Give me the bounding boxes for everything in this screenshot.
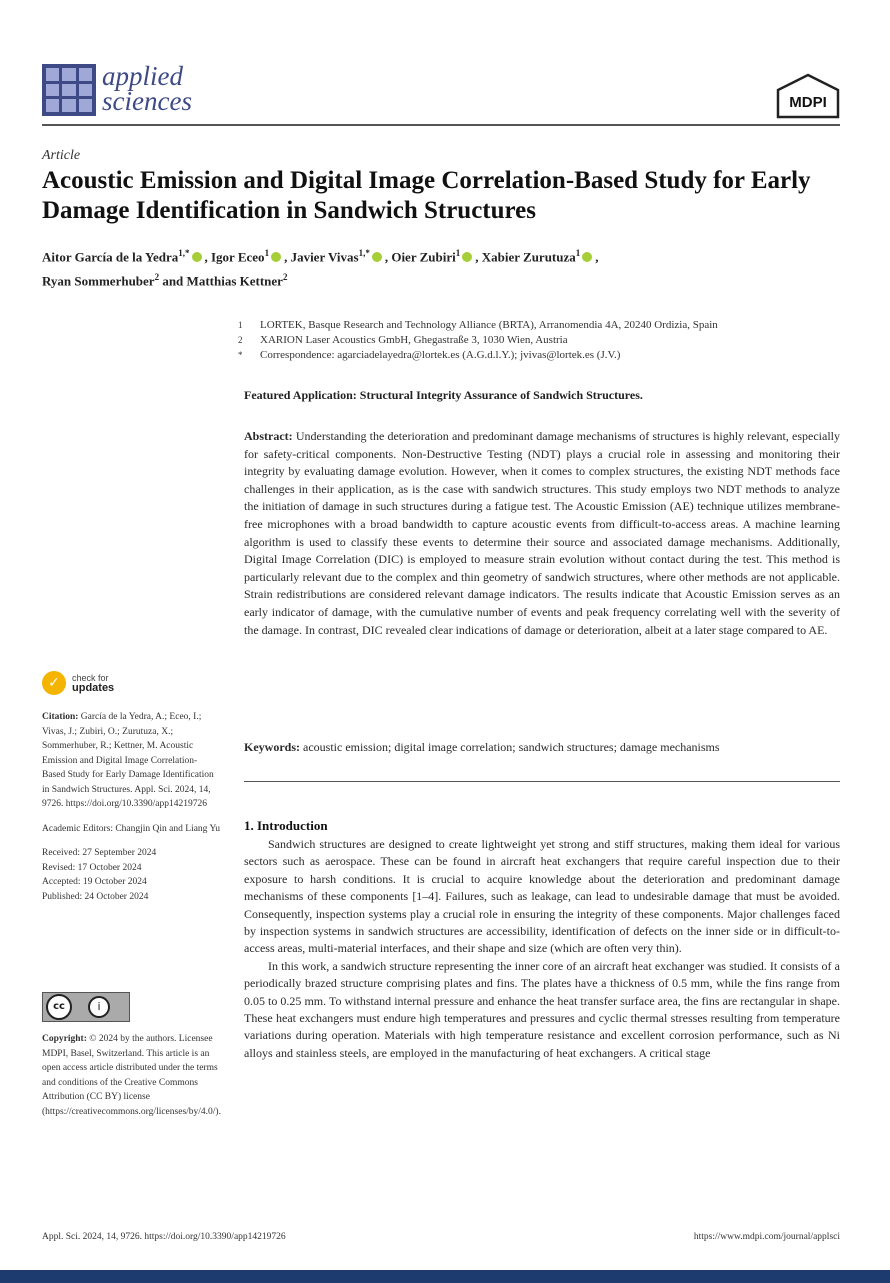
copyright-label: Copyright: <box>42 1034 87 1044</box>
date-published: Published: 24 October 2024 <box>42 891 149 902</box>
author-affiliation-marker: 1 <box>575 248 581 258</box>
introduction-body <box>244 836 840 1062</box>
article-title: Acoustic Emission and Digital Image Correlation-Based Study for Early Damage Identification in Sandwich Structures <box>42 167 811 224</box>
check-updates-line1: check for <box>72 673 109 683</box>
publisher-name: MDPI <box>789 94 827 111</box>
header-divider <box>42 124 840 126</box>
orcid-icon[interactable] <box>582 252 592 262</box>
author[interactable]: Oier Zubiri <box>391 249 456 265</box>
affiliation-text: XARION Laser Acoustics GmbH, Ghegastraße 3, 1030 Wien, Austria <box>260 334 568 346</box>
citation-text: García de la Yedra, A.; Eceo, I.; Vivas, J.; Zubiri, O.; Zurutuza, X.; Sommerhuber, R.; Kettner, M. Acoustic Emission and Digital Image Correlation-Based Study for Early Damage Identification in Sandwich Structures. Appl. Sci. 2024, 14, 9726. https://doi.org/10.3390/app14219726 <box>42 712 214 809</box>
journal-name <box>102 61 192 116</box>
author[interactable]: Aitor García de la Yedra <box>42 249 179 265</box>
journal-name-line1: applied <box>102 61 183 91</box>
author-affiliation-marker: 1,* <box>358 248 370 258</box>
affiliations <box>238 318 838 363</box>
date-accepted: Accepted: 19 October 2024 <box>42 877 147 887</box>
affiliation-text: Correspondence: agarciadelayedra@lortek.es (A.G.d.l.Y.); jvivas@lortek.es (J.V.) <box>260 349 621 361</box>
footer-bar <box>0 1270 890 1283</box>
author-affiliation-marker: 1 <box>264 248 270 258</box>
author-list: Aitor García de la Yedra$^{1,*}$ , Igor Eceo$^1$ , Javier Vivas$^{1,*}$ , Oier Zubiri$^1$ , Xabier Zurutuza$^1$ , Ryan Sommerhuber$^2$ and Matthias Kettner$^2$ <box>42 248 599 289</box>
abstract-label: Abstract: <box>244 429 293 443</box>
keywords-label: Keywords: <box>244 740 300 754</box>
abstract <box>244 428 840 639</box>
affiliation-number: 1 <box>238 320 243 330</box>
date-received: Received: 27 September 2024 <box>42 848 157 858</box>
section-heading: 1. Introduction <box>244 818 328 833</box>
orcid-icon[interactable] <box>462 252 472 262</box>
affiliation-item <box>238 333 838 348</box>
journal-name-line2: sciences <box>102 86 192 116</box>
author-affiliation-marker: 2 <box>154 272 160 283</box>
featured-application: Featured Application: Structural Integrity Assurance of Sandwich Structures. <box>244 388 643 402</box>
keywords-text: acoustic emission; digital image correlation; sandwich structures; damage mechanisms <box>303 740 720 754</box>
author-affiliation-marker: 1 <box>455 248 461 258</box>
abstract-text: Understanding the deterioration and predominant damage mechanisms of structures is highly relevant, especially for safety-critical components. Non-Destructive Testing (NDT) plays a crucial role in assessing and monitoring their integrity by evaluating damage evolution. However, when it comes to complex structures, the existing NDT methods face challenges in their application, as is the case with sandwich structures. This study employs two NDT methods to analyze the initiation of damage in such structures during a fatigue test. The Acoustic Emission (AE) technique utilizes membrane-free microphones with a broad bandwidth to capture acoustic events from difficult-to-access areas. A machine learning algorithm is used to classify these events to determine their source and associated damage mechanisms. Additionally, Digital Image Correlation (DIC) is employed to measure strain evolution without contact during the test. This method is particularly relevant due to the complex and thin geometry of sandwich structures, where other methods are not applicable. Strain redistributions are considered relevant damage indicators. The results indicate that Acoustic Emission serves as an early indicator of damage, with the cumulative number of events and peak frequency correlating well with the severity of the damage. In contrast, DIC revealed clear indications of damage or deterioration, albeit at a later stage compared to AE. <box>244 429 841 637</box>
author[interactable]: Javier Vivas <box>290 249 359 265</box>
paragraph: Sandwich structures are designed to create lightweight yet strong and stiff structures, making them ideal for various sectors such as aerospace. These can be found in aircraft heat exchangers that require careful inspection due to their exposure to harsh conditions. It is crucial to acquire knowledge about the deterioration and predominant damage mechanisms of these components [1–4]. Failures, such as leakage, can lead to undesirable damage that must be avoided. Consequently, inspection systems play a crucial role in ensuring the integrity of these components. Major challenges faced by inspection systems in sandwich structures are accessibility, identification of defects on the inner side or in difficult-to-access areas, multi-material interfaces, and their shape and size (which are often very thin). <box>244 837 840 956</box>
orcid-icon[interactable] <box>271 252 281 262</box>
cc-by-license-badge[interactable] <box>42 992 130 1022</box>
author[interactable]: Xabier Zurutuza <box>481 249 576 265</box>
citation <box>42 710 220 812</box>
check-updates-line2: updates <box>72 682 115 694</box>
affiliation-number: 2 <box>238 335 243 345</box>
orcid-icon[interactable] <box>372 252 382 262</box>
attribution-icon: i <box>88 996 110 1018</box>
creative-commons-icon: cc <box>46 994 72 1020</box>
keywords <box>244 740 840 755</box>
copyright-text: © 2024 by the authors. Licensee MDPI, Basel, Switzerland. This article is an open access article distributed under the terms and conditions of the Creative Commons Attribution (CC BY) license (https://creativecommons.org/licenses/by/4.0/). <box>42 1034 221 1117</box>
section-divider <box>244 781 840 782</box>
mdpi-logo-icon <box>776 73 840 119</box>
article-type: Article <box>42 148 81 163</box>
affiliation-text: LORTEK, Basque Research and Technology Alliance (BRTA), Arranomendia 4A, 20240 Ordizia, Spain <box>260 319 718 331</box>
copyright-notice <box>42 1032 220 1120</box>
affiliation-item <box>238 318 838 333</box>
author[interactable]: Ryan Sommerhuber <box>42 273 155 289</box>
academic-editors: Academic Editors: Changjin Qin and Liang Yu <box>42 823 220 834</box>
author-affiliation-marker: 1,* <box>178 248 190 258</box>
author-affiliation-marker: 2 <box>282 272 288 283</box>
journal-logo <box>42 64 96 116</box>
sidebar-info <box>42 710 220 904</box>
footer-journal-link[interactable]: https://www.mdpi.com/journal/applsci <box>693 1232 840 1242</box>
paragraph: In this work, a sandwich structure representing the inner core of an aircraft heat exchanger was studied. It consists of a periodically brazed structure comprising plates and fins. The plates have a thickness of 0.5 mm, while the fins range from 0.05 to 0.25 mm. To withstand internal pressure and enhance the heat transfer surface area, the fins are rectangular in shape. These heat exchangers must endure high temperatures and pressures and cyclic thermal stresses resulting from temperature variations during operation. Materials with high temperature resistance and excellent corrosion performance, such as Ni alloys and stainless steels, are employed in the manufacturing of heat exchangers. A critical stage <box>244 958 840 1060</box>
date-revised: Revised: 17 October 2024 <box>42 862 142 873</box>
check-for-updates-button[interactable] <box>42 671 114 695</box>
author[interactable]: Matthias Kettner <box>186 273 283 289</box>
author[interactable]: Igor Eceo <box>211 249 265 265</box>
footer-citation: Appl. Sci. 2024, 14, 9726. https://doi.org/10.3390/app14219726 <box>42 1232 286 1242</box>
affiliation-item <box>238 348 838 363</box>
affiliation-number: * <box>238 350 243 360</box>
citation-label: Citation: <box>42 712 79 722</box>
orcid-icon[interactable] <box>192 252 202 262</box>
check-updates-icon: ✓ <box>42 671 66 695</box>
